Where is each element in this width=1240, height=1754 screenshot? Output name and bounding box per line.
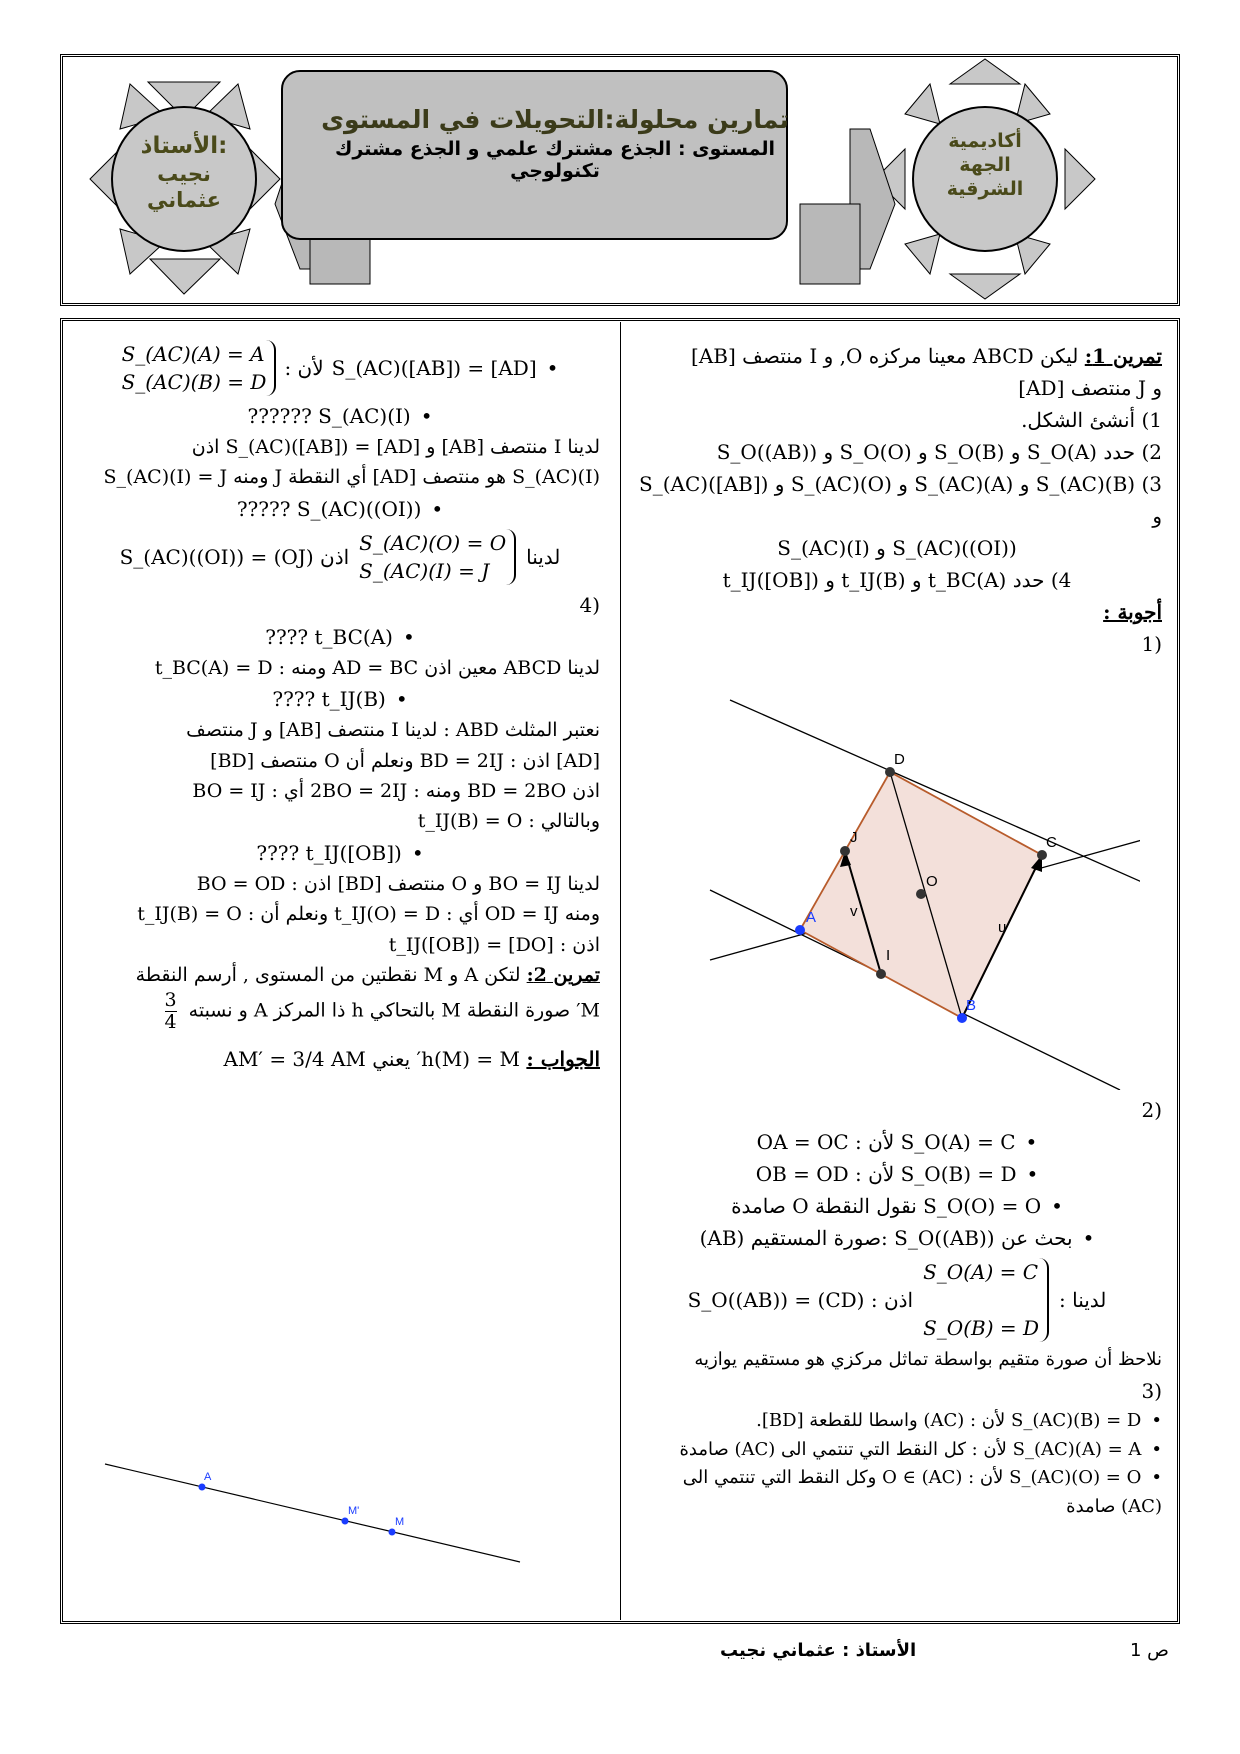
answer-2-item-3: • S_O(O) = O نقول النقطة O صامدة: [632, 1190, 1162, 1222]
line-2: • S_(AC)(I) ??????: [80, 400, 600, 432]
exercise-1-text-1: ليكن ABCD معينا مركزه O, و I منتصف [AB]: [691, 344, 1079, 368]
label-A2: A: [204, 1471, 212, 1483]
line-1-sys-eq-1: S_(AC)(A) = A: [121, 342, 265, 366]
question-2: 2) حدد S_O(A) و S_O(B) و S_O(O) و S_O((AB)): [716, 440, 1162, 464]
answer-2-item-4: • بحث عن S_O((AB)) :صورة المستقيم (AB): [632, 1222, 1162, 1254]
left-column: [80, 340, 600, 1075]
line-6-sys-eq-2: S_(AC)(I) = J: [359, 558, 490, 583]
point-O: [916, 889, 926, 899]
point-Mprime: [342, 1518, 349, 1525]
answer-3-item-1: • S_(AC)(B) = D لأن : (AC) واسطا للقطعة [BD].: [632, 1407, 1162, 1436]
line-17: ومنه OD = IJ أي : t_IJ(O) = D ونعلم أن : t_IJ(B) = O: [137, 903, 600, 926]
exercise-2-answer-row: [80, 1043, 600, 1075]
label-C: C: [1046, 834, 1057, 851]
line-15: • t_IJ([OB]) ????: [80, 837, 600, 869]
banner-text: [320, 105, 790, 182]
teacher-last-name: عثماني: [146, 188, 221, 212]
answer-2-sys-eq-1: S_O(A) = C: [923, 1260, 1039, 1284]
exercise-2-title: تمرين 2:: [526, 963, 600, 986]
question-3a: 3) S_(AC)(B) و S_(AC)(A) و S_(AC)(O) و S_(AC)([AB]) و: [639, 472, 1162, 528]
line-1-pre: لأن :: [284, 356, 324, 380]
line-1-main: • S_(AC)([AB]) = [AD]: [332, 352, 559, 384]
label-A: A: [806, 909, 817, 926]
question-4: 4) حدد t_BC(A) و t_IJ(B) و t_IJ([OB]): [722, 568, 1072, 592]
label-J: J: [850, 829, 858, 846]
ratio-denominator: 4: [164, 1011, 177, 1034]
line-AM: [105, 1464, 520, 1562]
line-5: • S_(AC)((OI)) ?????: [80, 493, 600, 525]
ratio-numerator: 3: [164, 989, 177, 1012]
footer-page-number: ص 1: [1130, 1640, 1169, 1661]
answer-2-label: (2: [1141, 1098, 1162, 1122]
answer-3-item-3: • S_(AC)(O) = O لأن : O ∈ (AC) وكل النقط التي تنتمي الى: [632, 1464, 1162, 1493]
line-10: • t_IJ(B) ????: [80, 683, 600, 715]
right-column-answers: [632, 1094, 1162, 1522]
answer-2-item-1: • S_O(A) = C لأن : OA = OC: [632, 1126, 1162, 1158]
footer-author: الأستاذ : عثماني نجيب: [720, 1640, 917, 1661]
line-8: • t_BC(A) ????: [80, 621, 600, 653]
line-13: اذن BD = 2BO ومنه : 2BO = 2IJ أي : BO = IJ: [192, 779, 600, 802]
line-16: لدينا BO = IJ و O منتصف [BD] اذن : BO = OD: [196, 872, 600, 895]
answer-2-sys-eq-2: S_O(B) = D: [923, 1316, 1040, 1340]
point-M: [389, 1529, 396, 1536]
answer-1-label: (1: [1141, 632, 1162, 656]
column-divider: [620, 322, 621, 1620]
point-A: [795, 925, 805, 935]
answer-3-label: (3: [1141, 1378, 1162, 1403]
point-B: [957, 1013, 967, 1023]
label-O: O: [926, 873, 938, 890]
region-label-1: الجهة: [959, 153, 1011, 176]
region-label-2: الشرقية: [946, 177, 1024, 200]
exercise-2-text-2-row: [80, 990, 600, 1033]
answer-2-system-pre: لدينا :: [1059, 1288, 1107, 1312]
academy-label: أكاديمية: [948, 130, 1022, 152]
homothety-figure: [100, 1460, 530, 1570]
answer-2-note: نلاحظ أن صورة متقيم بواسطة تماثل مركزي هو مستقيم يوازيه: [694, 1349, 1162, 1370]
right-column: [632, 340, 1162, 660]
label-u: u: [998, 919, 1007, 936]
point-J: [840, 846, 850, 856]
point-A2: [199, 1484, 206, 1491]
answer-2-system-post: اذن : S_O((AB)) = (CD): [687, 1288, 914, 1312]
exercise-2-answer: h(M) = M′ يعني AM′ = 3/4 AM: [223, 1047, 521, 1072]
line-6: [80, 529, 600, 585]
question-3b: S_(AC)((OI)) و S_(AC)(I): [777, 536, 1017, 560]
exercise-1-statement: [632, 340, 1162, 372]
exercise-2-text-1: لتكن A و M نقطتين من المستوى , أرسم النقطة: [135, 963, 521, 986]
left-seal-text: [124, 132, 244, 213]
line-6-pre: لدينا: [526, 544, 561, 569]
question-1: 1) أنشئ الشكل.: [1021, 408, 1162, 432]
level-line-1: المستوى : الجذع مشترك علمي و الجذع مشترك: [335, 138, 775, 160]
answers-title: أجوبة :: [1103, 600, 1162, 624]
point-D: [885, 767, 895, 777]
answer-2-system-brace: [923, 1258, 1049, 1342]
rhombus-figure: [700, 690, 1140, 1090]
exercise-2-text-2: M′ صورة النقطة M بالتحاكي h ذا المركز A و نسبته: [188, 999, 600, 1022]
line-6-post: اذن S_(AC)((OI)) = (OJ): [119, 544, 350, 569]
teacher-first-name: نجيب: [157, 161, 211, 186]
right-seal-text: [925, 130, 1045, 201]
exercise-2-ratio: [165, 990, 177, 1033]
line-12: [AD] اذن : BD = 2IJ ونعلم أن O منتصف [BD]: [210, 749, 600, 772]
answer-3-item-3-end: (AC) صامدة: [1066, 1496, 1162, 1518]
line-3: لدينا I منتصف [AB] و S_(AC)([AB]) = [AD] اذن: [191, 436, 600, 458]
line-9: لدينا ABCD معين اذن AD = BC ومنه : t_BC(A) = D: [154, 656, 600, 679]
answer-2-system: [632, 1258, 1162, 1342]
line-1-sys-eq-2: S_(AC)(B) = D: [121, 370, 267, 394]
line-18: اذن : t_IJ([OB]) = [DO]: [388, 933, 600, 956]
line-11: نعتبر المثلث ABD : لدينا I منتصف [AB] و J منتصف: [186, 719, 600, 742]
line-6-system: [359, 529, 516, 585]
line-1-system: [122, 340, 277, 396]
exercise-2-statement: [80, 960, 600, 990]
line-7: (4: [579, 592, 600, 617]
answer-2-item-2: • S_O(B) = D لأن : OB = OD: [632, 1158, 1162, 1190]
label-B: B: [966, 997, 977, 1014]
point-I: [876, 969, 886, 979]
label-D: D: [894, 751, 905, 768]
point-C: [1037, 850, 1047, 860]
line-4: S_(AC)(I) هو منتصف [AD] أي النقطة J ومنه S_(AC)(I) = J: [103, 466, 600, 489]
label-I: I: [886, 947, 891, 964]
label-M: M: [395, 1516, 405, 1528]
teacher-label: الأستاذ:: [140, 133, 228, 159]
label-v: v: [850, 903, 858, 920]
line-6-sys-eq-1: S_(AC)(O) = O: [359, 530, 507, 555]
exercise-2-answer-title: الجواب :: [526, 1047, 600, 1072]
page-title: تمارين محلولة:التحويلات في المستوى: [321, 105, 789, 134]
label-Mprime: M': [348, 1505, 360, 1517]
line-1: [80, 340, 600, 396]
exercise-1-title: تمرين 1:: [1084, 344, 1162, 368]
exercise-1-text-2: و J منتصف [AD]: [1018, 376, 1162, 400]
level-line-2: تكنولوجي: [510, 160, 600, 182]
answer-3-item-2: • S_(AC)(A) = A لأن : كل النقط التي تنتمي الى (AC) صامدة: [632, 1436, 1162, 1465]
line-14: وبالتالي : t_IJ(B) = O: [417, 810, 600, 833]
